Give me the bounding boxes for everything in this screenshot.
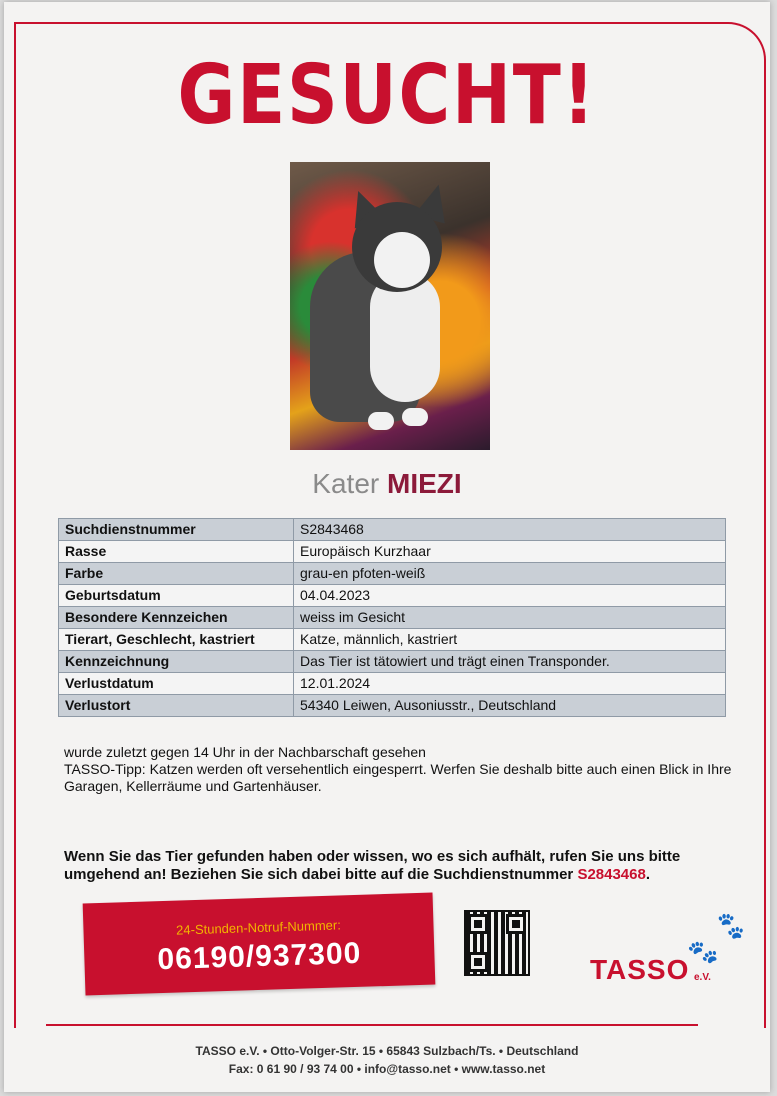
detail-label: Rasse xyxy=(59,541,294,563)
sighting-note xyxy=(64,744,734,795)
paw-icon: 🐾 xyxy=(713,909,749,943)
table-row xyxy=(59,695,726,717)
poster-sheet xyxy=(4,2,770,1092)
detail-value: grau-en pfoten-weiß xyxy=(294,563,726,585)
detail-value: Das Tier ist tätowiert und trägt einen Transponder. xyxy=(294,651,726,673)
hotline-number: 06190/937300 xyxy=(156,936,362,977)
paw-icon: 🐾 xyxy=(685,935,721,969)
table-row xyxy=(59,673,726,695)
detail-value: Europäisch Kurzhaar xyxy=(294,541,726,563)
detail-value: 04.04.2023 xyxy=(294,585,726,607)
footer-contact: Fax: 0 61 90 / 93 74 00 • info@tasso.net • www.tasso.net xyxy=(228,1062,546,1076)
table-row xyxy=(59,519,726,541)
table-row xyxy=(59,541,726,563)
detail-label: Suchdienstnummer xyxy=(59,519,294,541)
tasso-tip: TASSO-Tipp: Katzen werden oft versehentlich eingesperrt. Werfen Sie deshalb bitte auch einen Blick in Ihre Garagen, Kellerräume und Gartenhäuser. xyxy=(64,761,732,794)
sighting-note-line: wurde zuletzt gegen 14 Uhr in der Nachbarschaft gesehen xyxy=(64,744,426,760)
detail-value: 12.01.2024 xyxy=(294,673,726,695)
hotline-label: 24-Stunden-Notruf-Nummer: xyxy=(175,917,342,938)
detail-value: Katze, männlich, kastriert xyxy=(294,629,726,651)
detail-label: Geburtsdatum xyxy=(59,585,294,607)
table-row xyxy=(59,607,726,629)
callout-text: Wenn Sie das Tier gefunden haben oder wissen, wo es sich aufhält, rufen Sie uns bitte umgehend an! Beziehen Sie sich dabei bitte auf die Suchdienstnummer xyxy=(64,848,681,883)
detail-label: Tierart, Geschlecht, kastriert xyxy=(59,629,294,651)
footer-address: TASSO e.V. • Otto-Volger-Str. 15 • 65843 Sulzbach/Ts. • Deutschland xyxy=(195,1044,579,1058)
details-table xyxy=(58,518,726,717)
detail-label: Verlustort xyxy=(59,695,294,717)
callout-code: S2843468 xyxy=(577,866,646,883)
tasso-logo: TASSO xyxy=(590,954,690,985)
table-row xyxy=(59,651,726,673)
tasso-logo-suffix: e.V. xyxy=(694,972,711,983)
detail-label: Farbe xyxy=(59,563,294,585)
hotline-box xyxy=(83,893,436,996)
detail-value: S2843468 xyxy=(294,519,726,541)
detail-label: Besondere Kennzeichen xyxy=(59,607,294,629)
detail-value: 54340 Leiwen, Ausoniusstr., Deutschland xyxy=(294,695,726,717)
cat-photo xyxy=(290,162,490,450)
qr-code[interactable] xyxy=(466,912,528,974)
animal-name-value: MIEZI xyxy=(387,468,462,499)
animal-name-prefix: Kater xyxy=(312,468,380,499)
contact-callout xyxy=(64,848,744,884)
detail-value: weiss im Gesicht xyxy=(294,607,726,629)
table-row xyxy=(59,563,726,585)
red-frame-bottom-line xyxy=(46,1024,698,1026)
detail-label: Kennzeichnung xyxy=(59,651,294,673)
detail-label: Verlustdatum xyxy=(59,673,294,695)
table-row xyxy=(59,585,726,607)
callout-end: . xyxy=(645,866,651,883)
animal-name xyxy=(4,468,770,500)
poster-title: GESUCHT! xyxy=(177,48,597,143)
table-row xyxy=(59,629,726,651)
